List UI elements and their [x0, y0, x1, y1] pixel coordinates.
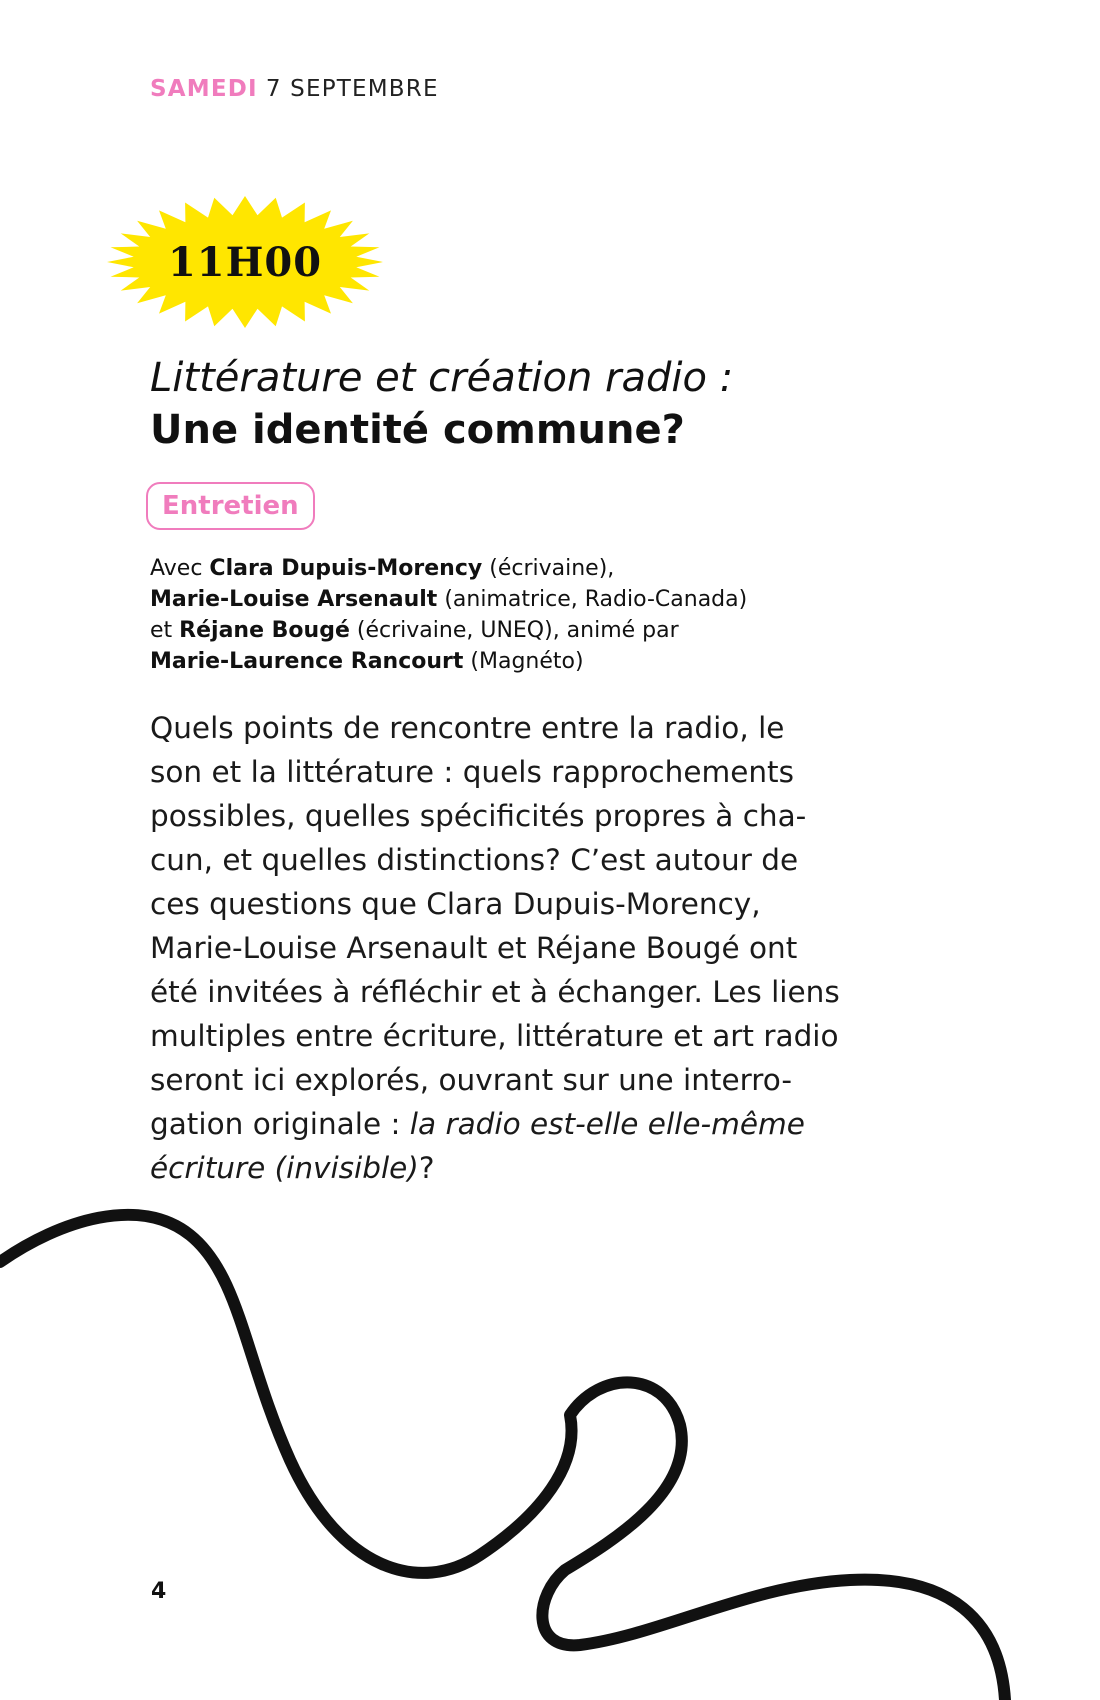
- header-date: 7 SEPTEMBRE: [265, 76, 439, 102]
- credits-avec: Avec: [150, 556, 203, 581]
- description-line: ces questions que Clara Dupuis-Morency,: [150, 887, 761, 921]
- participant-name: Réjane Bougé: [179, 618, 350, 643]
- participant-name: Marie-Louise Arsenault: [150, 587, 438, 612]
- description-line: Marie-Louise Arsenault et Réjane Bougé ont: [150, 931, 798, 965]
- participants: [150, 553, 970, 677]
- description-line: Quels points de rencontre entre la radio, le: [150, 711, 785, 745]
- description-line: possibles, quelles spécificités propres à cha-: [150, 799, 807, 833]
- participant-name: Clara Dupuis-Morency: [209, 556, 483, 581]
- description-line: été invitées à réfléchir et à échanger. Les liens: [150, 975, 840, 1009]
- decorative-cable-line: [0, 1200, 1100, 1700]
- description-line: seront ici explorés, ouvrant sur une interro-: [150, 1063, 792, 1097]
- event-type-badge: Entretien: [146, 482, 315, 530]
- participant-role: (animatrice, Radio-Canada): [444, 587, 748, 612]
- event-title-italic: Littérature et création radio :: [150, 355, 734, 401]
- credits-line: [150, 615, 970, 646]
- description-text: ?: [418, 1151, 435, 1185]
- header-day: SAMEDI: [150, 76, 258, 102]
- event-time: 11H00: [167, 239, 323, 286]
- participant-role: (écrivaine, UNEQ), animé par: [356, 618, 679, 643]
- description-line: son et la littérature : quels rapprochements: [150, 755, 794, 789]
- description-italic: écriture (invisible): [150, 1151, 419, 1185]
- credits-line: [150, 646, 970, 677]
- event-description: [150, 706, 910, 1190]
- description-text: gation originale :: [150, 1107, 410, 1141]
- event-title: [150, 352, 910, 456]
- description-line: [150, 1102, 910, 1146]
- credits-line: [150, 553, 970, 584]
- participant-role: (écrivaine),: [489, 556, 615, 581]
- credits-et: et: [150, 618, 173, 643]
- description-italic: la radio est-elle elle-même: [409, 1107, 805, 1141]
- page-number: 4: [151, 1579, 167, 1604]
- description-line: cun, et quelles distinctions? C’est autour de: [150, 843, 799, 877]
- moderator-role: (Magnéto): [470, 649, 584, 674]
- event-title-bold: Une identité commune?: [150, 407, 685, 453]
- time-badge: [105, 195, 385, 330]
- description-line: [150, 1146, 910, 1190]
- credits-line: [150, 584, 970, 615]
- page-header: [150, 74, 439, 104]
- moderator-name: Marie-Laurence Rancourt: [150, 649, 464, 674]
- description-line: multiples entre écriture, littérature et art radio: [150, 1019, 839, 1053]
